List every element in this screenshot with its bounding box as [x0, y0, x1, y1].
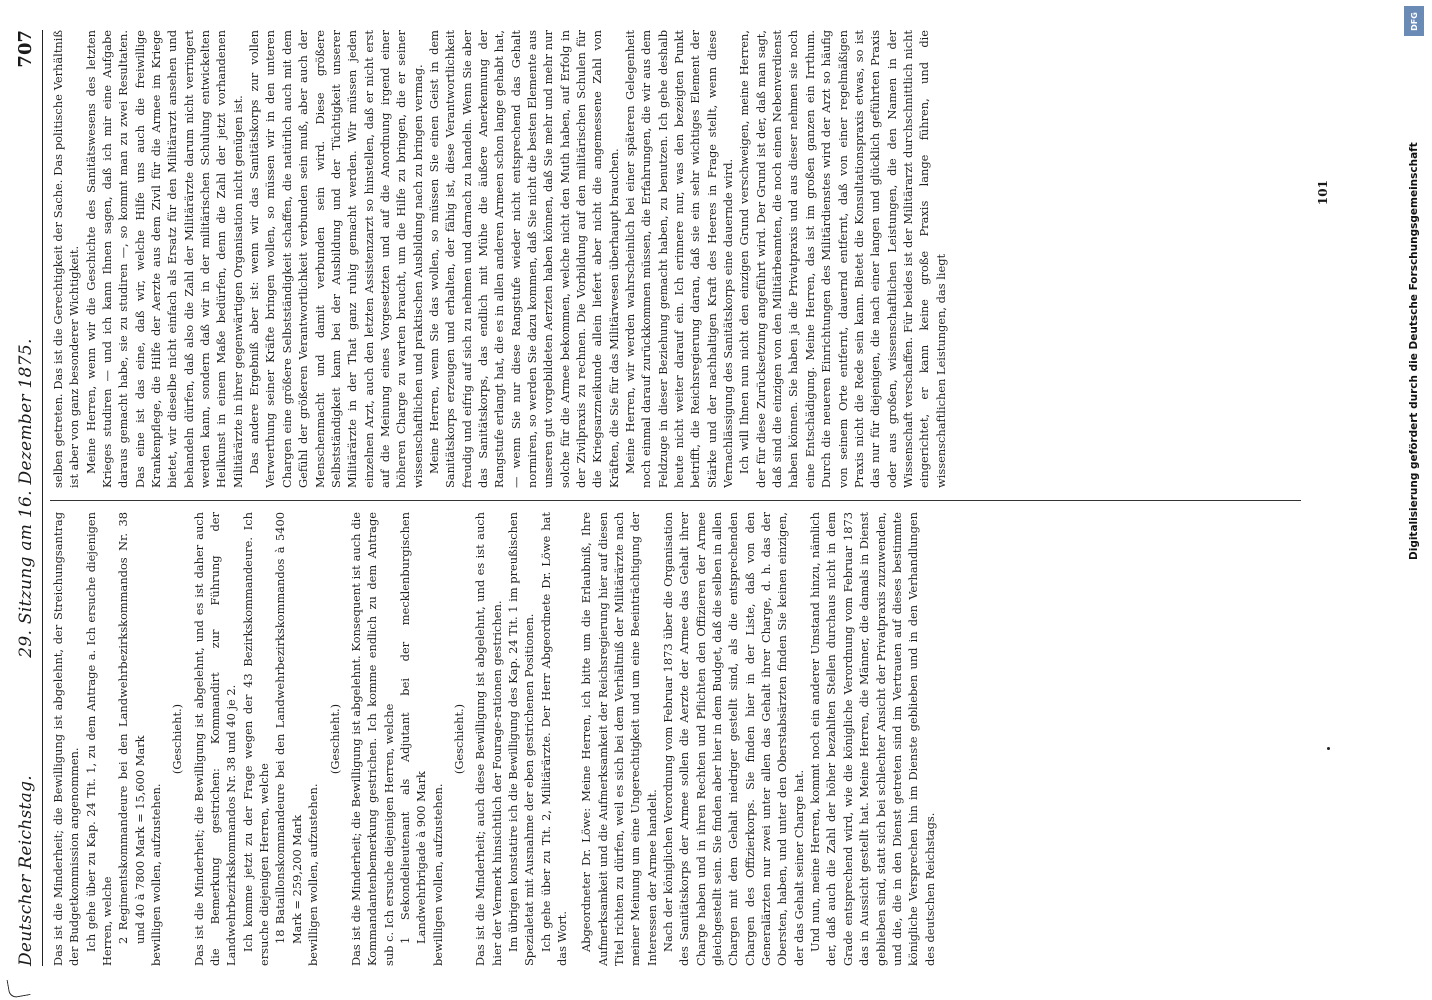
paragraph: Ich gehe über zu Kap. 24 Tit. 1, zu dem Antrage a. Ich ersuche diejenigen Herren, welche: [83, 512, 115, 966]
header-page-number: 707: [15, 30, 36, 68]
paragraph: Ich gehe über zu Tit. 2, Militärärzte. Der Herr Abgeordnete Dr. Löwe hat das Wort.: [538, 512, 569, 966]
paragraph: Das ist die Minderheit; die Bewilligung ist abgelehnt, und es ist daher auch die Bemerkung gestrichen: Kommandirt zur Führung der Landwehrbezirkskommandos Nr. 38 und 40 je 2.: [191, 512, 239, 966]
paragraph: Ich will Ihnen nun nicht den einzigen Grund verschweigen, meine Herren, der für diese Zurücksetzung angeführt wird. Der Grund ist der, daß man sagt, daß sind die einzigen von den Militärbeamten, die noch einen Nebenverdienst haben können. Sie haben ja die Privatpraxis und aus dieser nehmen sie noch eine Entschädigung. Meine Herren, das ist im großen ganzen ein Irrthum. Durch die neueren Einrichtungen des Militärdienstes wird der Arzt so häufig von seinem Orte entfernt, dauernd entfernt, daß von einer regelmäßigen Praxis nicht die Rede sein kann. Bietet die Konsultationspraxis etwas, so ist das nur für diejenigen, die nach einer langen und glücklich geführten Praxis oder aus großen, wissenschaftlichen Leistungen, die den Namen in der Wissenschaft verschaffen. Für beides ist der Militärarzt durchschnittlich nicht eingerichtet, er kann keine große Praxis lange führen, und die wissenschaftlichen Leistungen, das liegt: [737, 30, 948, 488]
dfg-logo-text: DFG: [1409, 11, 1419, 31]
paragraph: Das ist die Minderheit; die Bewilligung ist abgelehnt. Konsequent ist auch die Kommandantenbemerkung gestrichen. Ich komme endlich zu dem Antrage sub c. Ich ersuche diejenigen Herren, welche: [348, 512, 396, 966]
page-header: [12, 30, 43, 966]
stage-direction: (Geschieht.): [451, 703, 466, 775]
paragraph: Meine Herren, wenn wir die Geschichte des Sanitätswesens des letzten Krieges studiren — und ich kann Ihnen sagen, daß ich mir eine Aufgabe daraus gemacht habe, sie zu studiren —, so kommt man zu zwei Resultaten. Das eine ist das eine, daß wir, welche Hilfe uns auch die freiwillige Krankenpflege, die Hilfe der Aerzte aus dem Zivil für die Armee im Kriege bietet, wir dieselbe nicht einfach als Ersatz für den Militärarzt ansehen und behandeln dürfen, daß also die Zahl der Militärärzte darum nicht verringert werden kann, sondern daß wir in der militärischen Schulung entwickelten Heilkunst in einem Maße bedürfen, denn die Zahl der jetzt vorhandenen Militärärzte in ihrer gegenwärtigen Organisation nicht genügen ist.: [83, 30, 245, 488]
paragraph: 1 Sekondelieutenant als Adjutant bei der mecklenburgischen Landwehrbrigade à 900 Mark: [397, 512, 429, 944]
paragraph: Im übrigen konstatire ich die Bewilligung des Kap. 24 Tit. 1 im preußischen Spezialetat mit Ausnahme der eben gestrichenen Positionen.: [505, 512, 537, 966]
paragraph: 2 Regimentskommandeure bei den Landwehrbezirkskommandos Nr. 38 und 40 à 7800 Mark = 15,600 Mark: [116, 512, 147, 944]
corner-bracket-mark: [7, 976, 31, 998]
header-session: 29. Sitzung am 16. Dezember 1875.: [16, 338, 36, 658]
paragraph: Das ist die Minderheit; auch diese Bewilligung ist abgelehnt, und es ist auch hier der Vermerk hinsichtlich der Fourage-rationen gestrichen.: [473, 512, 504, 966]
paragraph: Und nun, meine Herren, kommt noch ein anderer Umstand hinzu, nämlich der, daß auch die Zahl der höher bezahlten Stellen durchaus nicht in dem Grade entsprechend wird, wie die königliche Verordnung vom Februar 1873 das in Aussicht gestellt hat. Meine Herren, die Männer, die damals in Dienst geblieben sind, statt sich bei schlechter Ansicht der Privatpraxis zuzuwenden, und die, die in den Dienst getreten sind im Vertrauen auf dieses bestimmte königliche Versprechen hin im Dienste geblieben und in den Verhandlungen des deutschen Reichstags.: [808, 512, 937, 966]
paragraph: Das ist die Minderheit; die Bewilligung ist abgelehnt, der Streichungsantrag der Budgetkommission angenommen.: [51, 512, 82, 966]
paragraph: bewilligen wollen, aufzustehen.: [149, 783, 164, 966]
paragraph: bewilligen wollen, aufzustehen.: [430, 783, 445, 966]
left-column: [50, 512, 1306, 966]
stage-direction: (Geschieht.): [327, 703, 342, 775]
paragraph: 18 Bataillonskommandeure bei den Landwehrbezirkskommandos à 5400 Mark = 259,200 Mark: [273, 512, 304, 944]
paragraph: Das andere Ergebniß aber ist: wenn wir das Sanitätskorps zur vollen Verwerthung seiner Kräfte bringen wollen, so müssen wir in den unteren Chargen eine größere Selbstständigkeit schaffen, die natürlich auch mit dem Gefühl der größeren Verantwortlichkeit verbunden sein muß, aber auch der Menschenmacht und damit verbunden sein wird. Diese größere Selbstständigkeit kann bei der Ausbildung und der Tüchtigkeit unserer Militärärzte in der That ganz ruhig gemacht werden. Wir müssen jeden einzelnen Arzt, auch den letzten Assistenzarzt so hinstellen, daß er nicht erst auf die Meinung eines Vorgesetzten und auf die Anordnung irgend einer höheren Charge zu warten braucht, um die Hilfe zu bringen, die er seiner wissenschaftlichen und praktischen Ausbildung nach zu bringen vermag.: [247, 30, 425, 488]
digitization-credit-strip: [1396, 0, 1432, 1000]
stage-direction: (Geschieht.): [170, 703, 185, 775]
digitization-credit-text: Digitalisierung gefördert durch die Deutsche Forschungsgemeinschaft: [1408, 142, 1420, 560]
sheet-number: 101: [1316, 180, 1330, 206]
paragraph: Meine Herren, wenn Sie das wollen, so müssen Sie einen Geist in dem Sanitätskorps erzeugen und erhalten, der fähig ist, diese Verantwortlichkeit freudig und eifrig auf sich zu nehmen und darnach zu handeln. Wenn Sie aber das Sanitätskorps, das endlich mit Mühe die äußere Anerkennung der Rangstufe erlangt hat, die es in allen anderen Armeen schon lange gehabt hat, — wenn Sie nur diese Rangstufe wieder nicht entsprechend das Gehalt normiren, so werden Sie dazu kommen, daß Sie nicht die besten Elemente aus unseren gut vorgebildeten Aerzten haben können, daß Sie mehr und mehr nur solche für die Armee bekommen, welche nicht den Muth haben, auf Erfolg in der Zivilpraxis zu rechnen. Die Vorbildung auf den militärischen Schulen für die Kriegsarzneikunde allein liefert aber nicht die angemessene Zahl von Kräften, die Sie für das Militärwesen überhaupt brauchen.: [426, 30, 621, 488]
header-publication: Deutscher Reichstag.: [16, 775, 36, 966]
paragraph: selben getreten. Das ist die Gerechtigkeit der Sache. Das politische Verhältniß ist aber von ganz besonderer Wichtigkeit.: [51, 30, 82, 488]
speech-paragraph: Abgeordneter Dr. Löwe: Meine Herren, ich bitte um die Erlaubniß, Ihre Aufmerksamkeit und die Aufmerksamkeit der Reichsregierung hier auf diesen Titel richten zu dürfen, weil es sich bei dem Verhältniß der Militärärzte nach meiner Meinung um eine Ungerechtigkeit und um eine Beeinträchtigung der Interessen der Armee handelt.: [579, 512, 659, 966]
right-column: [50, 30, 1306, 488]
paragraph: Nach der königlichen Verordnung vom Februar 1873 über die Organisation des Sanitätskorps der Armee sollen die Aerzte der Armee das Gehalt ihrer Charge haben und in ihren Rechten und Pflichten den Offizieren der Armee gleichgestellt sein. Sie finden aber hier in dem Budget, daß die selben in allen Chargen mit dem Gehalt niedriger gestellt sind, als die entsprechenden Chargen des Offizierkorps. Sie finden hier in der Liste, daß von den Generalärzten nur zwei unter allen das Gehalt ihrer Charge, d. h. das der Obersten, haben, und unter den Oberstabsärzten finden Sie keinen einzigen, der das Gehalt seiner Charge hat.: [661, 512, 806, 966]
paragraph: bewilligen wollen, aufzustehen.: [306, 783, 321, 966]
column-divider: [50, 500, 1301, 501]
dfg-logo: [1404, 6, 1424, 36]
paragraph: Ich komme jetzt zu der Frage wegen der 43 Bezirkskommandeure. Ich ersuche diejenigen Herren, welche: [240, 512, 272, 966]
paragraph: Meine Herren, wir werden wahrscheinlich bei einer späteren Gelegenheit noch einmal darauf zurückkommen müssen, die Erfahrungen, die wir aus dem Feldzuge in dieser Beziehung gemacht haben, zu benutzen. Ich gehe deshalb heute nicht weiter darauf ein. Ich erinnere nur, was den bezeigten Punkt betrifft, die Reichsregierung daran, daß sie ein sehr wichtiges Element der Stärke und der nachhaltigen Kraft des Heeres in Frage stellt, wenn diese Vernachlässigung des Sanitätskorps eine dauernde wird.: [623, 30, 736, 488]
ink-dot: [1327, 747, 1330, 750]
